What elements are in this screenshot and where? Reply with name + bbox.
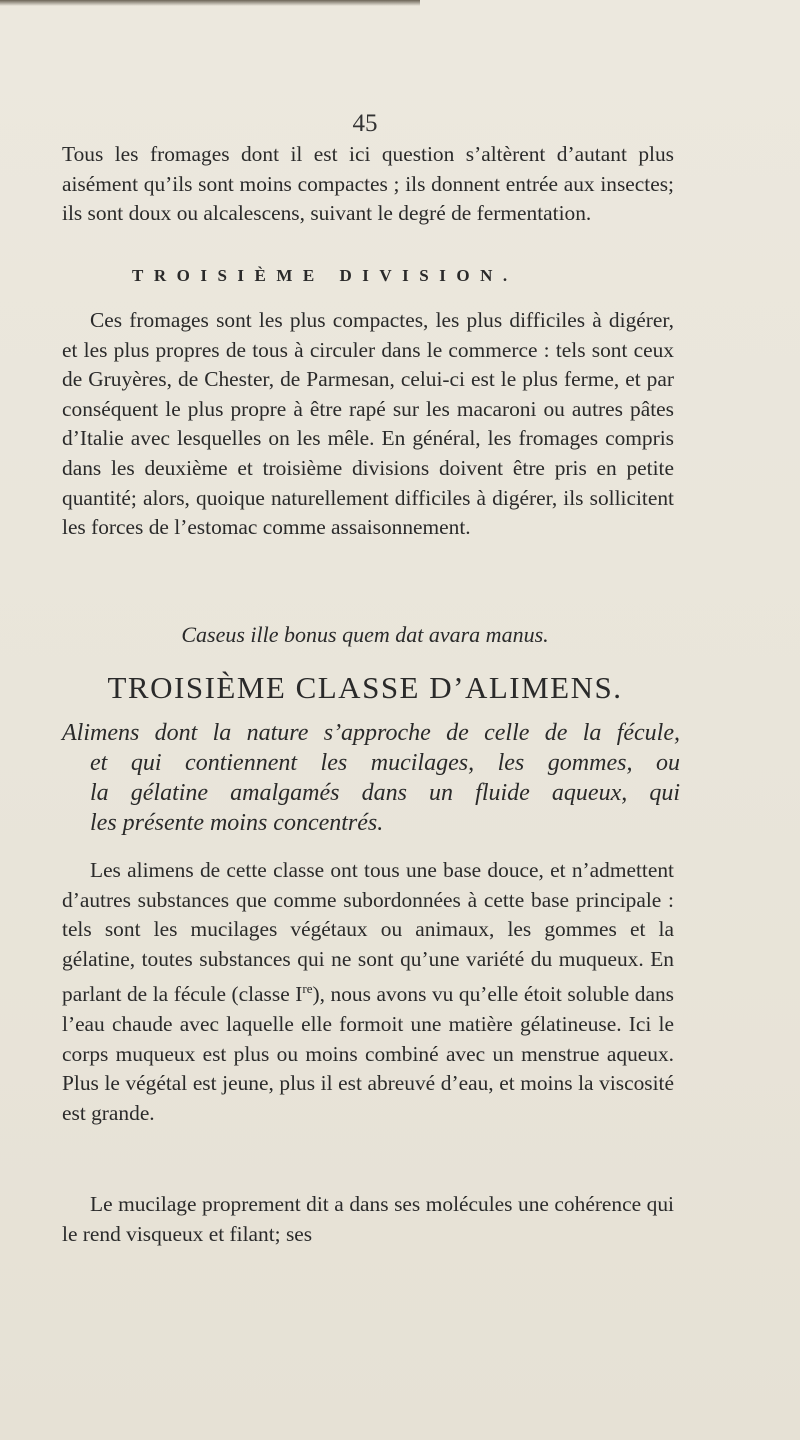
latin-quote: Caseus ille bonus quem dat avara manus. xyxy=(181,622,549,647)
subtitle-line: Alimens dont la nature s’approche de celle de la fécule, xyxy=(62,720,680,746)
paragraph-3-text-before: Les alimens de cette classe ont tous une base douce, et n’admettent d’autres substances que comme subordonnées à cette base principale : tels sont les mucilages végétaux ou animaux, les gommes et la gélatine, toutes substances qui ne sont qu’une variété du muqueux. En parlant de la fécule (classe I xyxy=(62,858,674,1007)
paragraph-2: Ces fromages sont les plus compactes, les plus difficiles à digérer, et les plus propres de tous à circuler dans le commerce : tels sont ceux de Gruyères, de Chester, de Parmesan, celui-ci est le plus ferme, et par conséquent le plus propre à être rapé sur les macaroni ou autres pâtes d’Italie avec lesquelles on les mêle. En général, les fromages compris dans les deuxième et troisième divisions doivent être pris en petite quantité; alors, quoique naturellement difficiles à digérer, ils sollicitent les forces de l’estomac comme assaisonnement. xyxy=(62,308,674,540)
class-heading: TROISIÈME CLASSE D’ALIMENS. xyxy=(107,670,623,705)
subtitle-line: et qui contiennent les mucilages, les gommes, ou xyxy=(90,750,680,776)
paragraph-3-text-after: ), nous avons vu qu’elle étoit soluble dans l’eau chaude avec laquelle elle formoit une matière gélatineuse. Ici le corps muqueux est plus ou moins combiné avec un menstrue aqueux. Plus le végétal est jeune, plus il est abreuvé d’eau, et moins la viscosité est grande. xyxy=(62,982,674,1125)
ordinal-superscript: re xyxy=(302,981,313,997)
division-heading: TROISIÈME DIVISION. xyxy=(132,266,518,285)
subtitle-line: les présente moins concentrés. xyxy=(90,810,384,836)
paragraph-4: Le mucilage proprement dit a dans ses molécules une cohérence qui le rend visqueux et filant; ses xyxy=(62,1192,674,1246)
paragraph-1: Tous les fromages dont il est ici question s’altèrent d’autant plus aisément qu’ils sont moins compactes ; ils donnent entrée aux insectes; ils sont doux ou alcalescens, suivant le degré de fermentation. xyxy=(62,142,674,226)
page-number: 45 xyxy=(352,110,378,137)
page-edge-shadow xyxy=(0,0,420,6)
class-subtitle xyxy=(62,718,680,838)
paragraph-3 xyxy=(62,856,674,1128)
subtitle-line: la gélatine amalgamés dans un fluide aqueux, qui xyxy=(90,780,680,806)
